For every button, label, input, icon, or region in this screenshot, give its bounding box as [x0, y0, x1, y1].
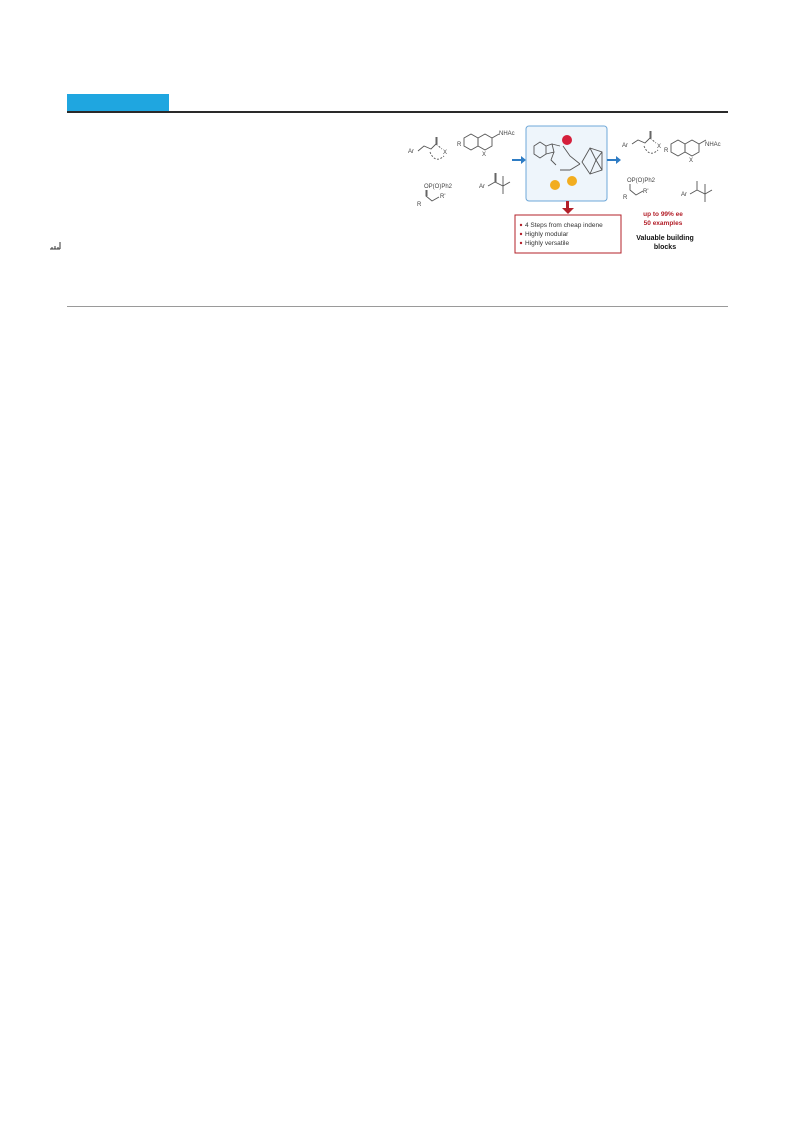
substrate-x-label: X: [443, 150, 448, 156]
feature-item-2: Highly modular: [525, 231, 569, 238]
substrate-r-label: R: [457, 142, 462, 148]
toc-graphic: [400, 118, 730, 268]
product-r2-label: R: [623, 195, 628, 201]
product-ketone: [622, 131, 661, 153]
product-x-label: X: [657, 144, 662, 150]
product-ar2-label: Ar: [681, 192, 687, 198]
header-rule: [67, 111, 728, 113]
product-phosphinate: [623, 178, 656, 201]
catalyst-red-sphere: [562, 135, 572, 145]
substrate-rprime-label: R': [440, 194, 446, 200]
product-ophos-label: OP(O)Ph2: [627, 178, 656, 184]
substrate-enone: [408, 137, 447, 159]
substrate-nhac-label: NHAc: [499, 131, 515, 137]
product-chroman: [664, 140, 721, 164]
substrate-ar-label: Ar: [408, 149, 414, 155]
feature-box: [515, 215, 621, 253]
header-color-tab: [67, 94, 169, 112]
product-nhac-label: NHAc: [705, 142, 721, 148]
margin-marker-icon: [49, 241, 61, 251]
feature-item-1: 4 Steps from cheap indene: [525, 222, 603, 229]
substrate-chromene: [457, 131, 515, 158]
ee-highlight: up to 99% ee: [643, 211, 683, 218]
product-rprime-label: R': [643, 189, 649, 195]
catalyst-orange-sphere-1: [550, 180, 560, 190]
valuable-title-line2: blocks: [653, 244, 677, 251]
product-x2-label: X: [689, 158, 694, 164]
substrate-ar2-label: Ar: [479, 184, 485, 190]
substrate-enol-phosphinate: [417, 184, 453, 208]
catalyst-box: [526, 126, 607, 201]
catalyst-orange-sphere-2: [567, 176, 577, 186]
substrate-aryl-alkene: [479, 173, 510, 194]
substrate-r2-label: R: [417, 202, 422, 208]
product-ar-label: Ar: [622, 143, 628, 149]
feature-item-3: Highly versatile: [525, 240, 570, 247]
product-r-label: R: [664, 148, 669, 154]
product-aryl-alkane: [681, 181, 712, 202]
footer-rule: [67, 306, 728, 307]
valuable-title-line1: Valuable building: [636, 235, 694, 242]
substrate-x2-label: X: [482, 152, 487, 158]
examples-highlight: 50 examples: [643, 220, 683, 227]
substrate-ophos-label: OP(O)Ph2: [424, 184, 453, 190]
